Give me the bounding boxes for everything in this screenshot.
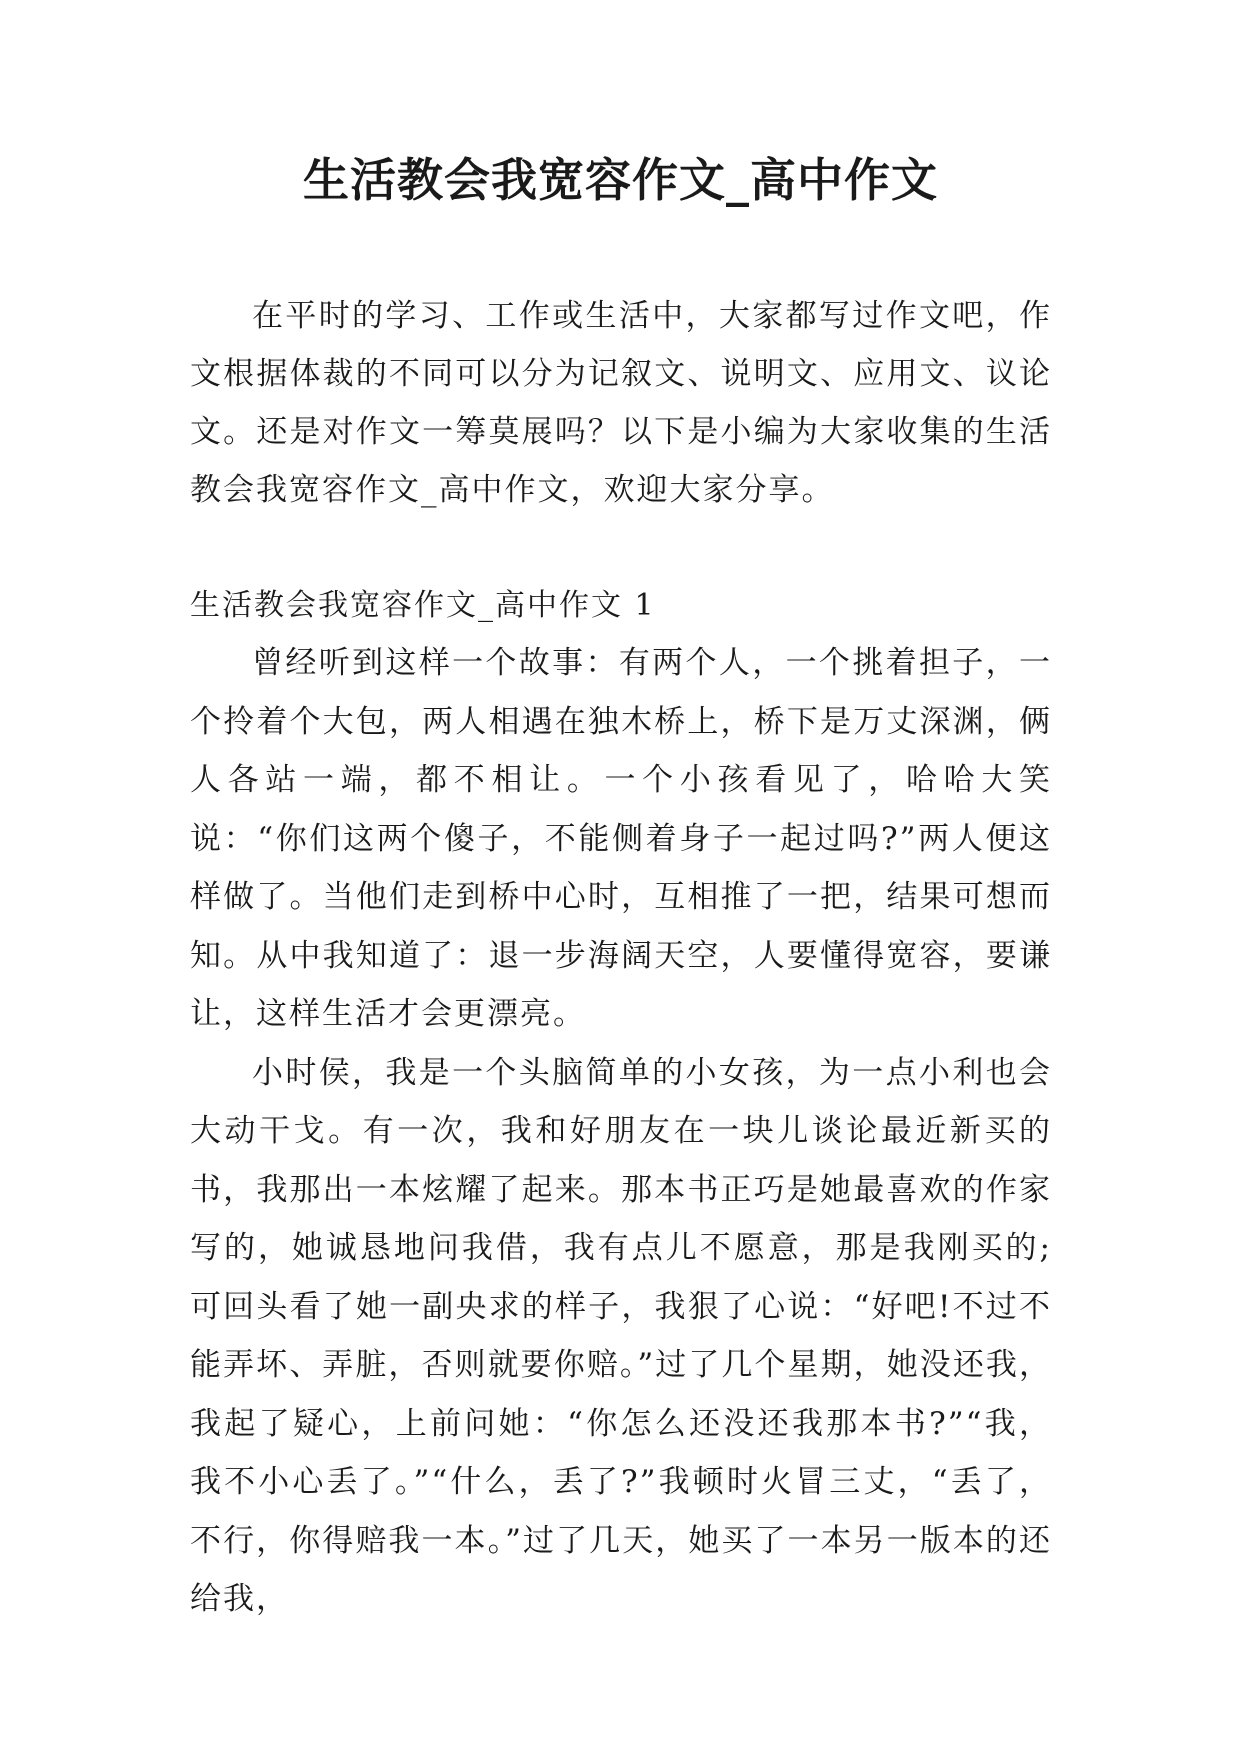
section-heading: 生活教会我宽容作文_高中作文 1 [190, 588, 656, 623]
essay-section [190, 578, 1052, 1629]
essay-paragraph: 小时侯，我是一个头脑简单的小女孩，为一点小利也会大动干戈。有一次，我和好朋友在一块儿谈论最近新买的书，我那出一本炫耀了起来。那本书正巧是她最喜欢的作家写的，她诚恳地问我借，我有点儿不愿意，那是我刚买的;可回头看了她一副央求的样子，我狠了心说：“好吧!不过不能弄坏、弄脏，否则就要你赔。”过了几个星期，她没还我，我起了疑心，上前问她：“你怎么还没还我那本书?”“我，我不小心丢了。”“什么，丢了?”我顿时火冒三丈，“丢了，不行，你得赔我一本。”过了几天，她买了一本另一版本的还给我， [190, 1054, 1052, 1617]
intro-paragraph: 在平时的学习、工作或生活中，大家都写过作文吧，作文根据体裁的不同可以分为记叙文、说明文、应用文、议论文。还是对作文一筹莫展吗？以下是小编为大家收集的生活教会我宽容作文_高中作文，欢迎大家分享。 [190, 298, 1052, 508]
document-title: 生活教会我宽容作文_高中作文 [303, 153, 938, 207]
intro-block [190, 287, 1052, 519]
essay-paragraph: 曾经听到这样一个故事：有两个人，一个挑着担子，一个拎着个大包，两人相遇在独木桥上，桥下是万丈深渊，俩人各站一端，都不相让。一个小孩看见了，哈哈大笑说：“你们这两个傻子，不能侧着身子一起过吗?”两人便这样做了。当他们走到桥中心时，互相推了一把，结果可想而知。从中我知道了：退一步海阔天空，人要懂得宽容，要谦让，这样生活才会更漂亮。 [190, 645, 1052, 1032]
